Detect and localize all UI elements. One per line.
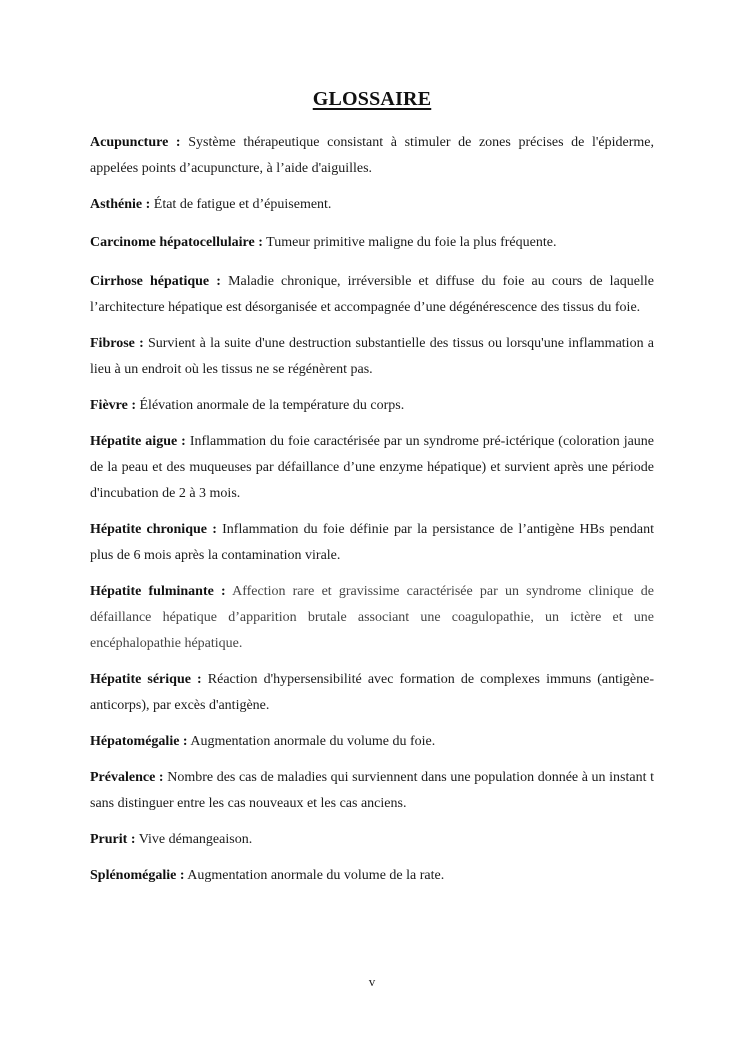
glossary-list	[90, 130, 654, 899]
glossary-definition: Inflammation du foie définie par la persistance de l’antigène HBs pendant plus de 6 mois après la contamination virale.	[90, 522, 654, 563]
glossary-term: Cirrhose hépatique :	[90, 274, 221, 289]
glossary-definition: Vive démangeaison.	[138, 832, 253, 847]
page-title: GLOSSAIRE	[312, 88, 432, 110]
glossary-definition: Augmentation anormale du volume du foie.	[190, 734, 436, 749]
glossary-term: Hépatomégalie :	[90, 734, 188, 749]
glossary-entry-hepatite-serique	[90, 667, 654, 719]
glossary-definition: Système thérapeutique consistant à stimuler de zones précises de l'épiderme, appelées points d’acupuncture, à l’aide d'aiguilles.	[90, 135, 655, 176]
glossary-definition: Maladie chronique, irréversible et diffuse du foie au cours de laquelle l’architecture hépatique est désorganisée et accompagnée d’une dégénérescence des tissus du foie.	[90, 274, 654, 315]
glossary-entry-prurit	[90, 827, 654, 853]
glossary-term: Fièvre :	[90, 398, 136, 413]
glossary-term: Carcinome hépatocellulaire :	[90, 235, 263, 250]
glossary-term: Acupuncture :	[90, 135, 181, 150]
glossary-term: Prévalence :	[90, 770, 164, 785]
glossary-entry-prevalence	[90, 765, 654, 817]
glossary-entry-hepatite-chronique	[90, 517, 654, 569]
glossary-definition: Survient à la suite d'une destruction substantielle des tissus ou lorsqu'une inflammation a lieu à un endroit où les tissus ne se régénèrent pas.	[90, 336, 655, 377]
glossary-entry-acupuncture	[90, 130, 654, 182]
glossary-term: Prurit :	[90, 832, 136, 847]
glossary-entry-fibrose	[90, 331, 654, 383]
glossary-entry-fievre	[90, 393, 654, 419]
page-number: v	[368, 974, 376, 989]
glossary-term: Asthénie :	[90, 197, 151, 212]
glossary-definition: Tumeur primitive maligne du foie la plus fréquente.	[266, 235, 557, 250]
glossary-definition: Élévation anormale de la température du corps.	[139, 398, 405, 413]
glossary-entry-carcinome	[90, 230, 654, 256]
glossary-term: Hépatite sérique :	[90, 672, 202, 687]
glossary-term: Fibrose :	[90, 336, 144, 351]
glossary-entry-cirrhose	[90, 269, 654, 321]
glossary-entry-asthenie	[90, 192, 654, 218]
glossary-definition: Affection rare et gravissime caractérisée par un syndrome clinique de défaillance hépatique d’apparition brutale associant une coagulopathie, un ictère et une encéphalopathie hépatique.	[90, 584, 654, 651]
glossary-term: Hépatite chronique :	[90, 522, 217, 537]
glossary-definition: Nombre des cas de maladies qui surviennent dans une population donnée à un instant t sans distinguer entre les cas nouveaux et les cas anciens.	[90, 770, 655, 811]
glossary-definition: Inflammation du foie caractérisée par un syndrome pré-ictérique (coloration jaune de la peau et des muqueuses par défaillance d’une enzyme hépatique) et survient après une période d'incubation de 2 à 3 mois.	[90, 434, 655, 501]
glossary-term: Hépatite fulminante :	[90, 584, 226, 599]
glossary-definition: État de fatigue et d’épuisement.	[153, 197, 332, 212]
glossary-entry-hepatite-fulminante	[90, 579, 654, 657]
glossary-term: Hépatite aigue :	[90, 434, 186, 449]
glossary-definition: Augmentation anormale du volume de la rate.	[187, 868, 445, 883]
document-page	[90, 0, 654, 1053]
glossary-term: Splénomégalie :	[90, 868, 185, 883]
glossary-entry-hepatomegalie	[90, 729, 654, 755]
glossary-entry-splenomegalie	[90, 863, 654, 889]
glossary-definition: Réaction d'hypersensibilité avec formation de complexes immuns (antigène-anticorps), par excès d'antigène.	[90, 672, 655, 713]
glossary-entry-hepatite-aigue	[90, 429, 654, 507]
